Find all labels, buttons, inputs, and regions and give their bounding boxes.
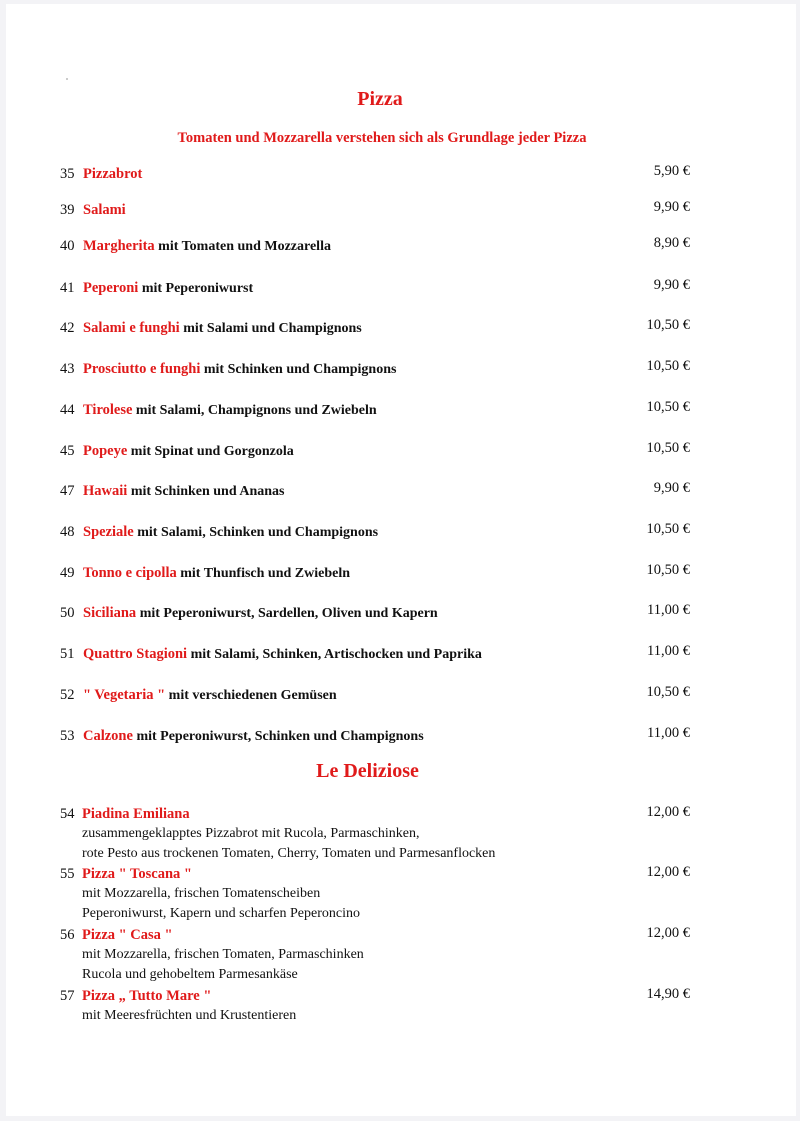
item-price: 9,90 € [653, 277, 690, 293]
item-number: 54 [60, 806, 75, 822]
item-text [83, 320, 362, 337]
item-description: mit Mozzarella, frischen Tomaten, Parmaschinken [82, 947, 364, 962]
item-name: Speziale [83, 524, 134, 540]
section-subtitle: Tomaten und Mozzarella verstehen sich als Grundlage jeder Pizza [177, 130, 587, 146]
item-name: Calzone [83, 728, 133, 744]
item-text [83, 646, 482, 663]
item-price: 12,00 € [646, 804, 690, 820]
item-price: 12,00 € [646, 925, 690, 941]
item-name: " Vegetaria " [83, 687, 166, 703]
item-price: 5,90 € [653, 163, 690, 179]
item-number: 44 [60, 402, 75, 418]
item-text [83, 361, 396, 378]
menu-item [60, 725, 690, 748]
menu-item [60, 521, 690, 544]
item-price: 10,50 € [646, 399, 690, 415]
item-description: mit Thunfisch und Zwiebeln [180, 566, 350, 581]
item-description: zusammengeklapptes Pizzabrot mit Rucola, Parmaschinken, [82, 826, 420, 841]
item-text [83, 202, 126, 219]
item-description: Rucola und gehobeltem Parmesankäse [82, 967, 298, 982]
item-price: 10,50 € [646, 440, 690, 456]
menu-item [60, 399, 690, 422]
menu-item [60, 684, 690, 707]
item-name: Prosciutto e funghi [83, 361, 201, 377]
section-title-pizza: Pizza [357, 88, 403, 110]
item-text [83, 238, 331, 255]
item-number: 45 [60, 443, 75, 459]
item-number: 43 [60, 361, 75, 377]
scan-speck [66, 78, 68, 80]
item-price: 8,90 € [653, 235, 690, 251]
item-description: mit Spinat und Gorgonzola [130, 444, 294, 459]
item-description: mit Peperoniwurst [141, 281, 254, 296]
menu-item [60, 277, 690, 300]
menu-item [60, 358, 690, 381]
menu-item [60, 562, 690, 585]
item-price: 11,00 € [647, 602, 690, 618]
item-description: rote Pesto aus trockenen Tomaten, Cherry, Tomaten und Parmesanflocken [82, 846, 496, 861]
item-text [83, 565, 350, 582]
item-price: 11,00 € [647, 725, 690, 741]
item-text [83, 280, 253, 297]
item-number: 53 [60, 728, 75, 744]
item-name: Tonno e cipolla [83, 565, 177, 581]
item-text [83, 687, 337, 704]
item-description: mit Salami und Champignons [183, 321, 362, 336]
item-number: 40 [60, 238, 75, 254]
item-description: mit Schinken und Champignons [203, 362, 397, 377]
section-title-deliziose: Le Deliziose [316, 760, 419, 782]
item-text [83, 483, 285, 500]
item-name: Hawaii [83, 483, 128, 499]
item-description: mit Peperoniwurst, Sardellen, Oliven und Kapern [139, 606, 438, 621]
item-price: 9,90 € [653, 480, 690, 496]
item-description: mit Mozzarella, frischen Tomatenscheiben [82, 886, 321, 901]
item-name: Pizza " Casa " [82, 927, 173, 943]
item-description: mit verschiedenen Gemüsen [168, 688, 337, 703]
item-number: 52 [60, 687, 75, 703]
item-name: Pizzabrot [83, 166, 143, 182]
item-price: 10,50 € [646, 562, 690, 578]
item-number: 56 [60, 927, 75, 943]
menu-item [60, 602, 690, 625]
item-number: 35 [60, 166, 75, 182]
menu-item [60, 163, 690, 186]
item-price: 9,90 € [653, 199, 690, 215]
item-name: Peperoni [83, 280, 139, 296]
item-name: Pizza „ Tutto Mare " [82, 988, 212, 1004]
item-name: Piadina Emiliana [82, 806, 190, 822]
item-name: Margherita [83, 238, 155, 254]
menu-item [60, 480, 690, 503]
item-price: 10,50 € [646, 358, 690, 374]
item-number: 55 [60, 866, 75, 882]
item-price: 10,50 € [646, 521, 690, 537]
item-description: mit Salami, Schinken, Artischocken und Paprika [190, 647, 482, 662]
item-price: 10,50 € [646, 684, 690, 700]
item-number: 48 [60, 524, 75, 540]
item-text [83, 402, 377, 419]
item-number: 41 [60, 280, 75, 296]
item-description: Peperoniwurst, Kapern und scharfen Peperoncino [82, 906, 360, 921]
item-price: 14,90 € [646, 986, 690, 1002]
item-description: mit Meeresfrüchten und Krustentieren [82, 1008, 297, 1023]
menu-item [60, 440, 690, 463]
item-text [83, 605, 438, 622]
item-price: 10,50 € [646, 317, 690, 333]
menu-item [60, 235, 690, 258]
item-description: mit Salami, Champignons und Zwiebeln [135, 403, 377, 418]
menu-item [60, 317, 690, 340]
menu-item [60, 643, 690, 666]
item-text [83, 524, 378, 541]
item-text [83, 443, 294, 460]
item-text [83, 728, 424, 745]
item-description: mit Schinken und Ananas [130, 484, 285, 499]
item-name: Salami e funghi [83, 320, 180, 336]
item-number: 50 [60, 605, 75, 621]
item-number: 39 [60, 202, 75, 218]
item-number: 49 [60, 565, 75, 581]
item-description: mit Tomaten und Mozzarella [158, 239, 331, 254]
item-number: 42 [60, 320, 75, 336]
item-name: Salami [83, 202, 126, 218]
item-number: 47 [60, 483, 75, 499]
menu-item [60, 199, 690, 222]
item-price: 12,00 € [646, 864, 690, 880]
item-number: 51 [60, 646, 75, 662]
item-description: mit Peperoniwurst, Schinken und Champignons [136, 729, 424, 744]
item-price: 11,00 € [647, 643, 690, 659]
item-name: Quattro Stagioni [83, 646, 188, 662]
item-name: Popeye [83, 443, 128, 459]
item-text [83, 166, 142, 183]
item-name: Tirolese [83, 402, 133, 418]
item-number: 57 [60, 988, 75, 1004]
item-description: mit Salami, Schinken und Champignons [137, 525, 379, 540]
item-name: Pizza " Toscana " [82, 866, 192, 882]
item-name: Siciliana [83, 605, 137, 621]
